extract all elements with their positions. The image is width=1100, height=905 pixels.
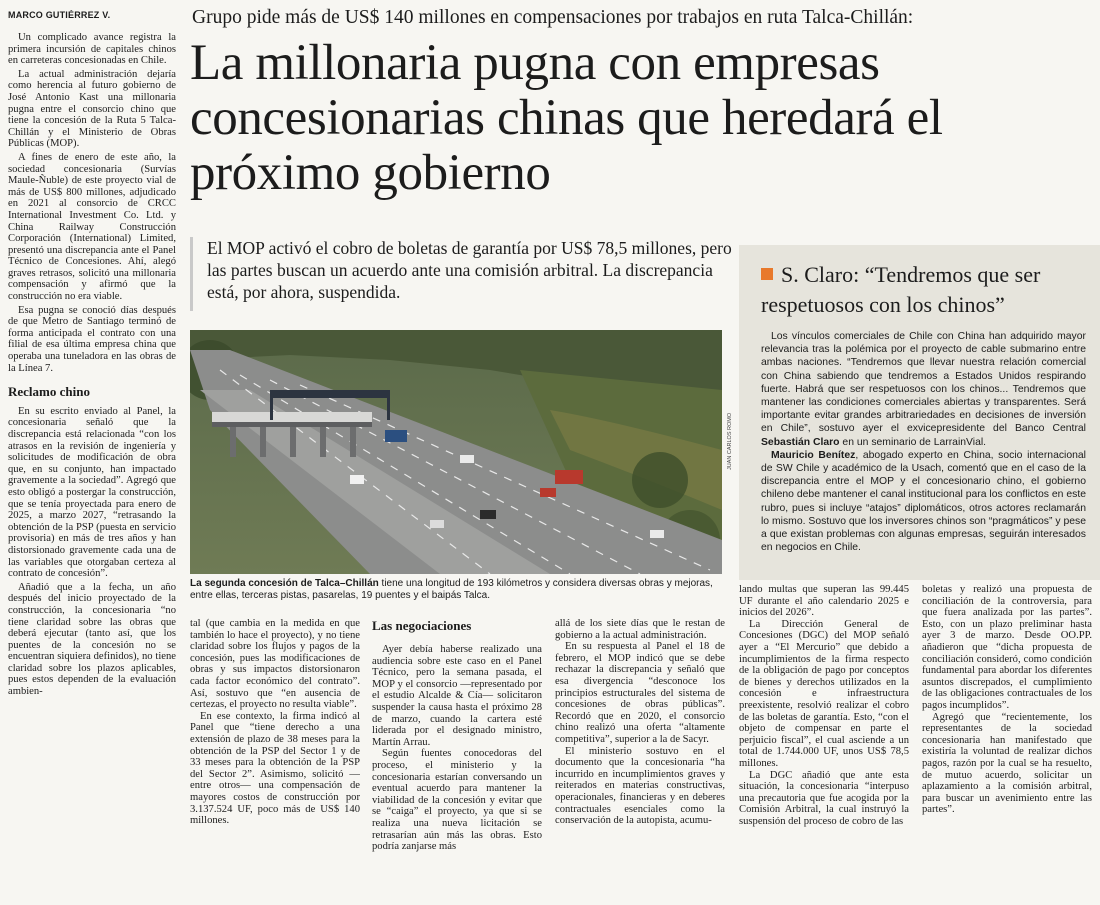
paragraph: En su escrito enviado al Panel, la concesionaria señaló que la discrepancia está relacionada “con los atrasos en la revisión de ingeniería y solicitudes de modificación de obra que, en su conjunto, han impactado gravemente a la sociedad”. Agregó que esto obligó a postergar la construcción, que se tenía proyectada para enero de 2025, a marzo 2027, “retrasando la obtención de la PSP (puesta en servicio provisoria) en más de tres años y han distorsionado gravemente cada una de las variables que otorgaban certeza al contrato de concesión”.	[8, 405, 176, 580]
sidebar-text: en un seminario de LarrainVial.	[839, 436, 987, 448]
sidebar-title	[761, 260, 1086, 320]
paragraph: A fines de enero de este año, la sociedad concesionaria (Survías Maule-Ñuble) de este proyecto vial de más de US$ 800 millones, adjudicado en 2021 al consorcio de CRCC International Investment Co. Ltd. y China Railway Construcción Corporación (International) Limited, presentó una discrepancia ante el Panel Técnico de Concesiones. Ahí, alegó graves retrasos, solicitó una millonaria compensación y afirmó que la construcción no era viable.	[8, 151, 176, 303]
subhead-reclamo-chino: Reclamo chino	[8, 384, 90, 400]
sidebar-paragraph	[761, 330, 1086, 449]
paragraph: tal (que cambia en la medida en que también lo hace el proyecto), y no tiene claridad sobre los flujos y pagos de la concesión, pues las modificaciones de obras y sus impactos distorsionaron cada factor económico del contrato”. Así, sostuvo que “en ausencia de certezas, el proyecto no resulta viable”.	[190, 618, 360, 711]
subhead-las-negociaciones: Las negociaciones	[372, 618, 472, 633]
paragraph: La Dirección General de Concesiones (DGC) del MOP señaló ayer a “El Mercurio” que debido a incumplimientos de la firma respecto de la obligación de pago por conceptos de bienes y derechos utilizados en la concesión e infraestructura preexistente, resolvió realizar el cobro de las boletas de garantía. Esto, “con el objeto de compensar en parte el perjuicio fiscal”, el cual asciende a un total de 1.744.000 UF, unos US$ 78,5 millones.	[739, 618, 909, 769]
kicker: Grupo pide más de US$ 140 millones en compensaciones por trabajos en ruta Talca-Chillán:	[192, 7, 914, 28]
left-column	[8, 10, 176, 900]
sidebar-paragraph	[761, 449, 1086, 555]
sidebar-box	[739, 245, 1100, 580]
column-5	[922, 584, 1092, 903]
sidebar-text: , abogado experto en China, socio internacional de SW Chile y académico de la Usach, comentó que en el caso de la discrepancia entre el MOP y el concesionario chino, el gobierno chileno debe mantener el canal institucional para los conflictos en este rubro, pues si incluye “atajos” diplomáticos, otros actores reclamarán lo mismo. Sostuvo que los inversores chinos son “pragmáticos” y pese a que existan problemas con algunas empresas, seguirán interesados en negocios en Chile.	[761, 449, 1086, 554]
column-3	[555, 618, 725, 903]
photo-caption	[190, 578, 725, 602]
sidebar-name: Mauricio Benítez	[771, 449, 856, 461]
paragraph: La DGC añadió que ante esta situación, la concesionaria “interpuso una precautoria que fue acogida por la Comisión Arbitral, la cual instruyó la suspensión del proceso de cobro de las	[739, 769, 909, 827]
paragraph: Según fuentes conocedoras del proceso, el ministerio y la concesionaria estarían conversando un eventual acuerdo para mantener la viabilidad de la concesión y evitar que se “caiga” el proyecto, ya que si se realiza una nueva licitación se retrasarían aún más las obras. Esto podría zanjarse más	[372, 748, 542, 853]
headline: La millonaria pugna con empresas concesionarias chinas que heredará el próximo gobierno	[190, 35, 943, 201]
paragraph: En ese contexto, la firma indicó al Panel que “tiene derecho a una extensión de plazo de 38 meses para la obtención de la PSP del Sector 1 y de 33 meses para la obtención de la PSP del Sector 2”. Asimismo, solicitó —entre otros— una compensación de mayores costos de construcción por 3.137.524 UF, poco más de US$ 140 millones.	[190, 710, 360, 827]
sidebar-name: Sebastián Claro	[761, 436, 840, 448]
paragraph: allá de los siete días que le restan de gobierno a la actual administración.	[555, 618, 725, 641]
column-2	[372, 618, 542, 903]
sidebar-body	[761, 330, 1086, 554]
photo-illustration	[190, 330, 722, 574]
subdeck: El MOP activó el cobro de boletas de garantía por US$ 78,5 millones, pero las partes buscan un acuerdo ante una comisión arbitral. La discrepancia está, por ahora, suspendida.	[190, 237, 742, 311]
paragraph: En su respuesta al Panel el 18 de febrero, el MOP indicó que se debe rechazar la discrepancia y señaló que esa divergencia “desconoce los principios estructurales del sistema de concesiones de obras públicas”. Recordó que en 2020, el consorcio chino realizó una oferta “altamente competitiva”, superior a la de Sacyr.	[555, 641, 725, 745]
left-column-body	[8, 32, 176, 698]
paragraph: Ayer debía haberse realizado una audiencia sobre este caso en el Panel Técnico, pero la semana pasada, el MOP y el consorcio —representado por el estudio Alcalde & Cía— solicitaron suspender la causa hasta el próximo 28 de marzo, cuando la cartera esté liderada por el designado ministro, Martín Arrau.	[372, 644, 542, 748]
column-4	[739, 584, 909, 903]
paragraph: Agregó que “recientemente, los representantes de la sociedad concesionaria han manifestado que existiría la voluntad de realizar dichos pagos, razón por la cual se ha resuelto, de mutuo acuerdo, solicitar un aplazamiento a la comisión arbitral, para buscar un avenimiento entre las partes”.	[922, 711, 1092, 816]
highway-toll-photo	[190, 330, 722, 574]
paragraph: Un complicado avance registra la primera incursión de capitales chinos en carreteras concesionadas en Chile.	[8, 32, 176, 67]
paragraph: El ministerio sostuvo en el documento que la concesionaria “ha incurrido en incumplimientos graves y reiterados en materias constructivas, operacionales, financieras y en deberes contractuales esenciales como la conservación de la autopista, acumu-	[555, 745, 725, 827]
photo-credit: JUAN CARLOS ROMO	[727, 412, 733, 470]
column-1	[190, 618, 360, 903]
paragraph: boletas y realizó una propuesta de conciliación de la controversia, para que fuera analizada por las partes”. Esto, con un plazo preliminar hasta ayer 3 de marzo. Desde OO.PP. añadieron que “dicha propuesta de conciliación consideró, como condición fundamental para abordar los diferentes asuntos discrepados, el cumplimiento de las obligaciones contractuales de los pagos incumplidos”.	[922, 584, 1092, 711]
byline: MARCO GUTIÉRREZ V.	[8, 10, 111, 20]
square-bullet-icon	[761, 268, 773, 280]
caption-text: tiene una longitud de 193 kilómetros y considera diversas obras y mejoras, entre ellas, terceras pistas, pasarelas, 19 puentes y el baipás Talca.	[190, 578, 713, 601]
paragraph: lando multas que superan las 99.445 UF durante el año calendario 2025 e inicios del 2026”.	[739, 584, 909, 619]
sidebar-title-text: S. Claro: “Tendremos que ser respetuosos con los chinos”	[761, 262, 1041, 317]
caption-lead: La segunda concesión de Talca–Chillán	[190, 578, 379, 589]
paragraph: Esa pugna se conoció días después de que Metro de Santiago terminó de forma anticipada el contrato con una filial de esa última empresa china que operaba una tuneladora en las obras de la Línea 7.	[8, 304, 176, 374]
sidebar-text: Los vínculos comerciales de Chile con China han adquirido mayor relevancia tras la polémica por el proyecto de cable submarino entre ambas naciones. “Tendremos que llevar nuestra relación comercial con China sabiendo que tendremos a Estados Unidos respirando fuerte. Habrá que ser respetuosos con los chinos... Tendremos que mantener las condiciones comerciales abiertas y transparentes. Será importante evitar grandes arbitrariedades en decisiones de inversión en Chile”, sostuvo ayer el exvicepresidente del Banco Central	[761, 331, 1086, 435]
paragraph: Añadió que a la fecha, un año después del inicio proyectado de la construcción, la concesionaria “no tiene claridad sobre las obras que deberá ejecutar (tanto así, que los puentes de la concesión no se encuentran siquiera definidos), no tiene claridad sobre los plazos aplicables, pues estos dependen de la evaluación ambien-	[8, 581, 176, 698]
paragraph: La actual administración dejaría como herencia al futuro gobierno de José Antonio Kast una millonaria pugna entre el consorcio chino que tiene la concesión de la Ruta 5 Talca-Chillán y el Ministerio de Obras Públicas (MOP).	[8, 68, 176, 150]
